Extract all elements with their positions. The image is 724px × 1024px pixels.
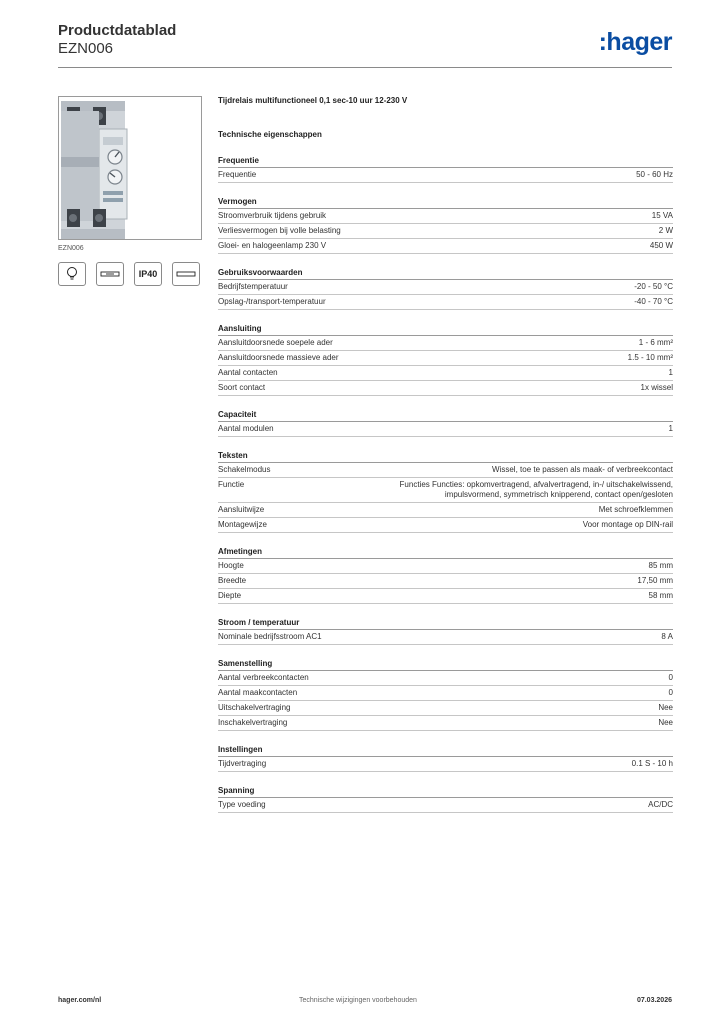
spec-row [218,295,673,310]
spec-label: Functie [218,480,245,489]
spec-section [218,659,673,731]
spec-label: Inschakelvertraging [218,718,288,727]
section-title: Teksten [218,451,673,463]
spec-row [218,224,673,239]
spec-row [218,716,673,731]
spec-value: 1x wissel [640,383,673,392]
spec-value: 15 VA [651,211,673,220]
spec-section [218,547,673,604]
spec-value: 2 W [658,226,673,235]
spec-label: Opslag-/transport-temperatuur [218,297,326,306]
section-title: Samenstelling [218,659,673,671]
section-title: Frequentie [218,156,673,168]
spec-label: Verliesvermogen bij volle belasting [218,226,341,235]
spec-row [218,168,673,183]
spec-label: Aantal maakcontacten [218,688,298,697]
spec-row [218,351,673,366]
ip40-badge: IP40 [134,262,162,286]
spec-section [218,268,673,310]
section-title: Aansluiting [218,324,673,336]
spec-value: 8 A [661,632,673,641]
product-image [58,96,202,240]
product-code: EZN006 [58,40,114,57]
spec-value: 1.5 - 10 mm² [627,353,673,362]
spec-row [218,239,673,254]
spec-row [218,757,673,772]
spec-row [218,630,673,645]
spec-section [218,618,673,645]
spec-value: 50 - 60 Hz [636,170,673,179]
spec-label: Schakelmodus [218,465,271,474]
spec-label: Bedrijfstemperatuur [218,282,288,291]
spec-row [218,798,673,813]
spec-label: Tijdvertraging [218,759,267,768]
din-rail-icon [96,262,124,286]
spec-value: -40 - 70 °C [634,297,673,306]
spec-label: Uitschakelvertraging [218,703,291,712]
spec-section [218,451,673,533]
spec-value: Functies Functies: opkomvertragend, afvalvertragend, in-/ uitschakelwissend, impulsvormend, symmetrisch knipperend, contact open/gesloten [399,480,673,499]
spec-section [218,410,673,437]
section-title: Instellingen [218,745,673,757]
spec-row [218,518,673,533]
spec-label: Frequentie [218,170,257,179]
spec-label: Aansluitdoorsnede massieve ader [218,353,339,362]
spec-value: 0 [668,673,673,682]
spec-label: Gloei- en halogeenlamp 230 V [218,241,327,250]
spec-label: Aansluitdoorsnede soepele ader [218,338,333,347]
section-title: Gebruiksvoorwaarden [218,268,673,280]
spec-label: Breedte [218,576,247,585]
feature-icons [58,262,208,286]
spec-row [218,701,673,716]
spec-row [218,463,673,478]
lamp-icon [58,262,86,286]
footer-notice: Technische wijzigingen voorbehouden [299,997,417,1004]
technical-properties-heading: Technische eigenschappen [218,130,322,139]
spec-sections [218,156,673,813]
spec-label: Type voeding [218,800,266,809]
spec-value: AC/DC [648,800,673,809]
spec-value: 85 mm [648,561,673,570]
spec-row [218,671,673,686]
footer-date: 07.03.2026 [636,997,672,1004]
spec-value: 1 [668,424,673,433]
spec-label: Soort contact [218,383,266,392]
spec-value: 450 W [649,241,673,250]
spec-label: Aansluitwijze [218,505,265,514]
product-description: Tijdrelais multifunctioneel 0,1 sec-10 uur 12-230 V [218,96,408,105]
spec-label: Montagewijze [218,520,267,529]
spec-value: 1 [668,368,673,377]
section-title: Capaciteit [218,410,673,422]
section-title: Spanning [218,786,673,798]
spec-value: 17,50 mm [637,576,673,585]
spec-section [218,786,673,813]
specifications [218,96,673,813]
spec-label: Hoogte [218,561,244,570]
spec-section [218,745,673,772]
section-title: Stroom / temperatuur [218,618,673,630]
spec-row [218,589,673,604]
section-title: Afmetingen [218,547,673,559]
spec-value: 1 - 6 mm² [638,338,673,347]
spec-value: -20 - 50 °C [634,282,673,291]
spec-row [218,209,673,224]
spec-row [218,366,673,381]
spec-value: 58 mm [648,591,673,600]
spec-value: Met schroefklemmen [598,505,673,514]
spec-label: Aantal verbreekcontacten [218,673,309,682]
spec-label: Aantal modulen [218,424,274,433]
spec-row [218,686,673,701]
spec-value: Nee [658,703,673,712]
spec-label: Nominale bedrijfsstroom AC1 [218,632,322,641]
page-title: Productdatablad [58,22,177,39]
rail-mount-icon [172,262,200,286]
spec-row [218,478,673,503]
footer-website: hager.com/nl [58,997,102,1004]
spec-label: Aantal contacten [218,368,278,377]
spec-value: Wissel, toe te passen als maak- of verbreekcontact [492,465,673,474]
spec-section [218,324,673,396]
header-divider [58,67,672,68]
spec-row [218,559,673,574]
spec-row [218,336,673,351]
modular-relay-image [59,97,201,239]
image-caption: EZN006 [58,245,84,252]
spec-value: 0.1 S - 10 h [631,759,673,768]
spec-section [218,156,673,183]
spec-row [218,574,673,589]
spec-section [218,197,673,254]
spec-row [218,280,673,295]
spec-row [218,503,673,518]
spec-row [218,422,673,437]
spec-row [218,381,673,396]
spec-label: Diepte [218,591,242,600]
spec-value: Nee [658,718,673,727]
hager-logo: :hager [598,28,672,56]
section-title: Vermogen [218,197,673,209]
spec-label: Stroomverbruik tijdens gebruik [218,211,327,220]
spec-value: Voor montage op DIN-rail [582,520,673,529]
spec-value: 0 [668,688,673,697]
